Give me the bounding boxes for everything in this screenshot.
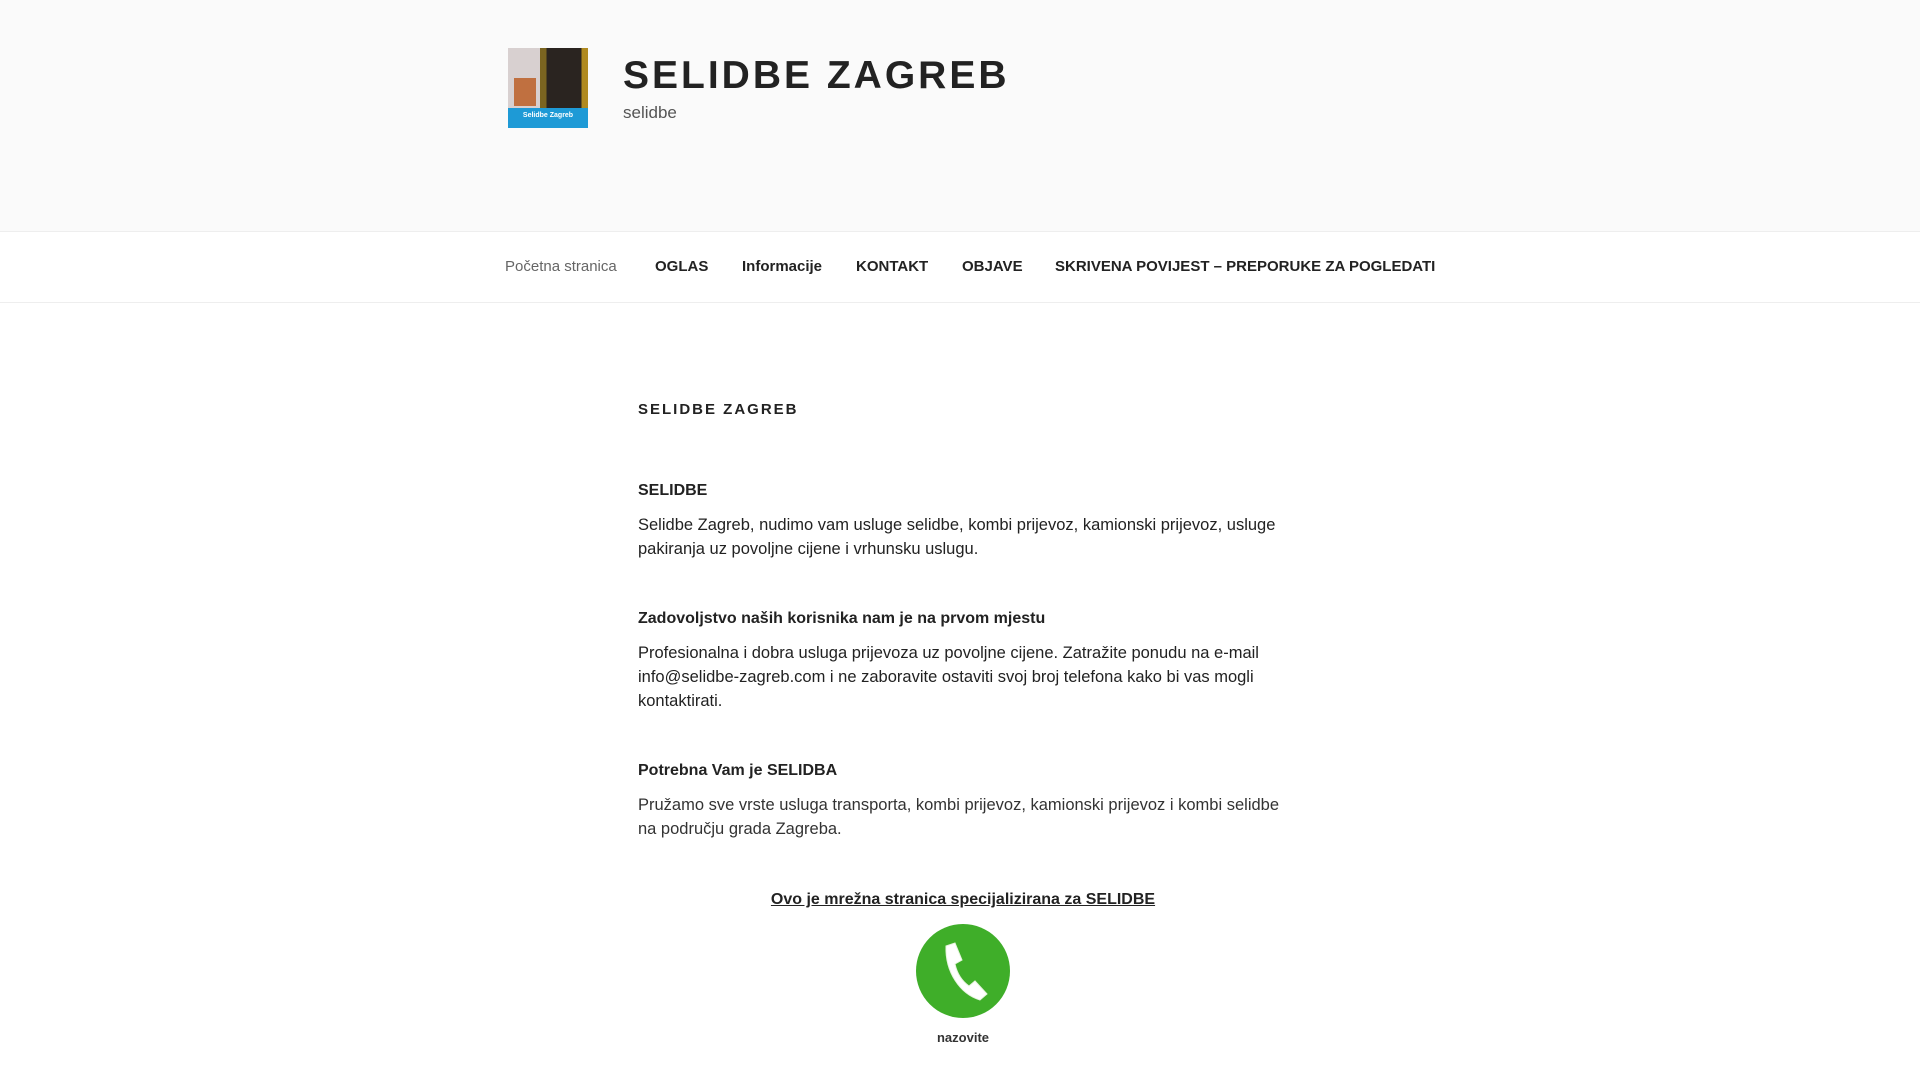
- logo-caption: Selidbe Zagreb: [508, 108, 588, 128]
- section-heading: Zadovoljstvo naših korisnika nam je na prvom mjestu: [638, 610, 1046, 627]
- phone-call-button[interactable]: [916, 924, 1010, 1018]
- call-label[interactable]: nazovite: [936, 1030, 989, 1045]
- phone-icon: [916, 924, 1010, 1018]
- nav-item-kontakt[interactable]: KONTAKT: [856, 258, 929, 275]
- site-tagline: selidbe: [623, 103, 677, 122]
- page-title: SELIDBE ZAGREB: [638, 401, 799, 418]
- logo-photo: [508, 48, 588, 108]
- section-heading: Potrebna Vam je SELIDBA: [638, 762, 838, 779]
- section-text: Pružamo sve vrste usluga transporta, kombi prijevoz, kamionski prijevoz i kombi selidbe na području grada Zagreba.: [638, 796, 1280, 838]
- nav-item-oglas[interactable]: OGLAS: [655, 258, 709, 275]
- site-title[interactable]: SELIDBE ZAGREB: [623, 54, 1010, 97]
- specialization-link[interactable]: Ovo je mrežna stranica specijalizirana za SELIDBE: [770, 891, 1156, 908]
- section-text: Selidbe Zagreb, nudimo vam usluge selidbe, kombi prijevoz, kamionski prijevoz, usluge pakiranja uz povoljne cijene i vrhunsku uslugu.: [638, 516, 1276, 558]
- main-navigation: [0, 232, 1920, 303]
- site-logo[interactable]: [508, 48, 588, 128]
- nav-item-skrivena-povijest[interactable]: SKRIVENA POVIJEST – PREPORUKE ZA POGLEDATI: [1055, 258, 1436, 275]
- nav-item-objave[interactable]: OBJAVE: [962, 258, 1023, 275]
- main-content: [638, 398, 1288, 1050]
- nav-item-pocetna[interactable]: Početna stranica: [505, 258, 617, 275]
- section-heading: SELIDBE: [638, 482, 708, 499]
- site-header: [0, 0, 1920, 232]
- nav-item-informacije[interactable]: Informacije: [742, 258, 823, 275]
- section-text: Profesionalna i dobra usluga prijevoza uz povoljne cijene. Zatražite ponudu na e-mail info@selidbe-zagreb.com i ne zaboravite ostaviti svoj broj telefona kako bi vas mogli kontaktirati.: [638, 644, 1259, 710]
